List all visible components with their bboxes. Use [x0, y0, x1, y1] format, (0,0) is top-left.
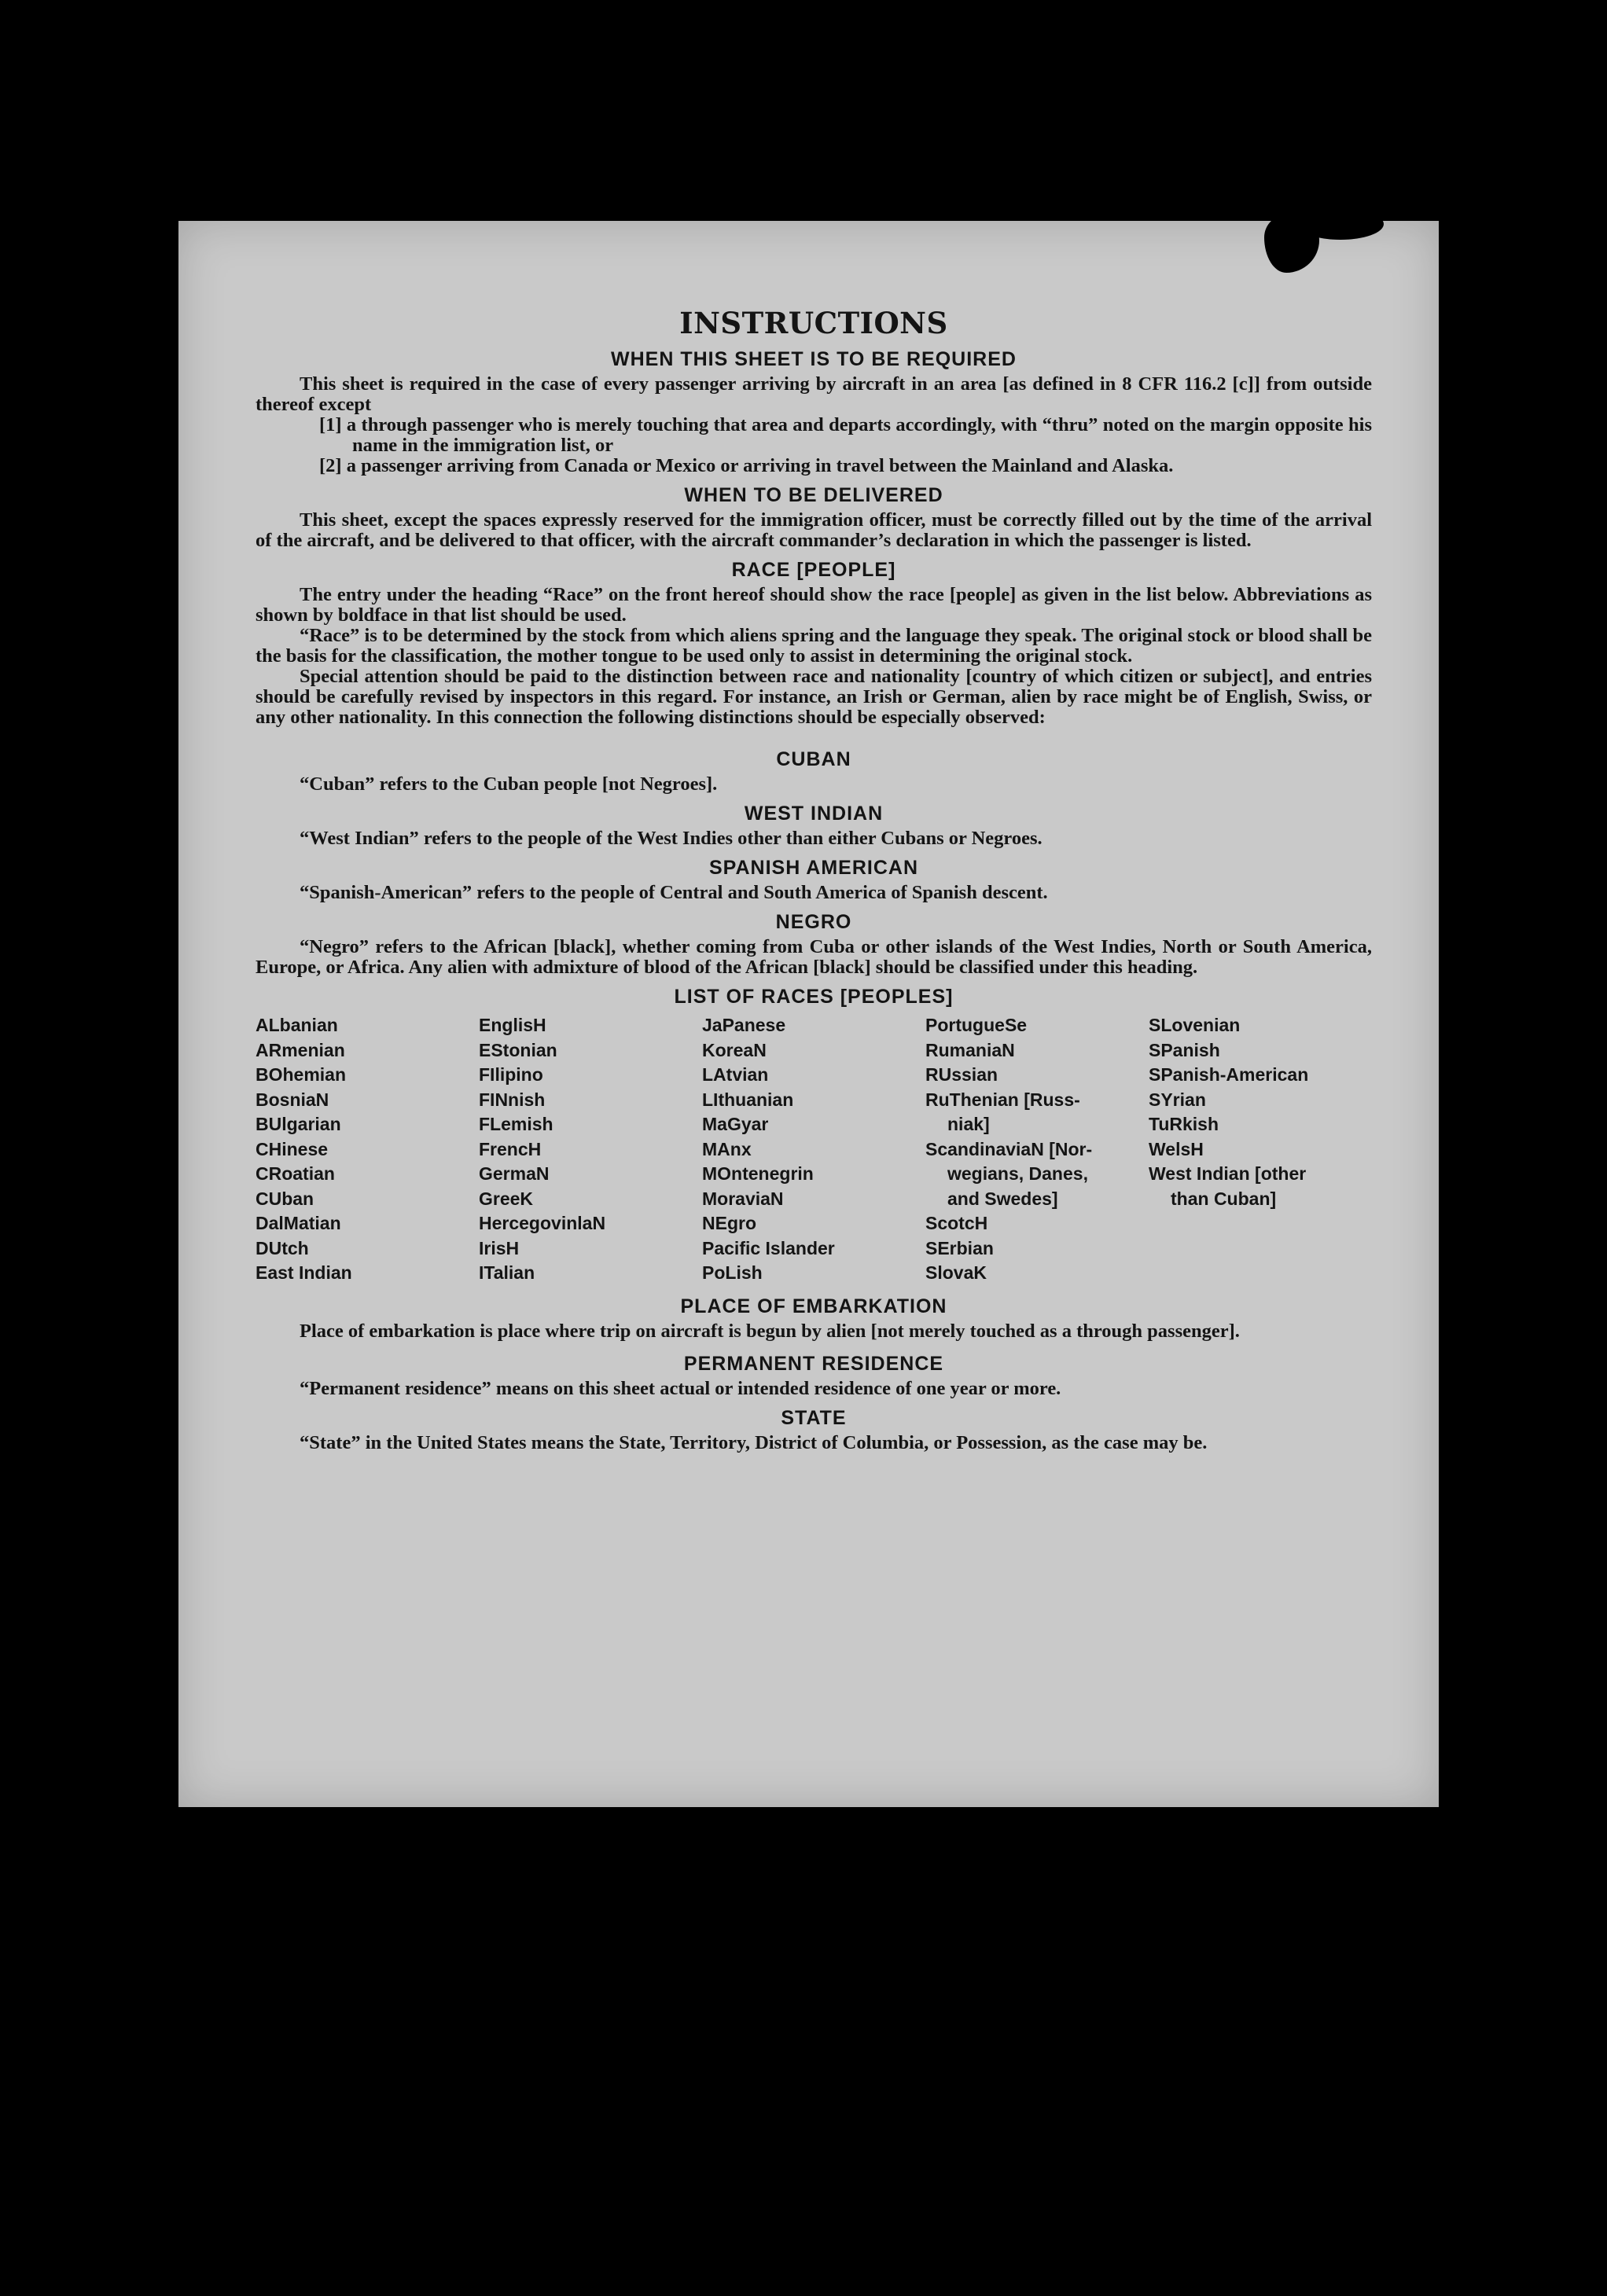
race-item: ScotcH: [925, 1213, 988, 1233]
race-item: SPanish-American: [1149, 1064, 1309, 1085]
heading-race: RACE [PEOPLE]: [731, 559, 896, 581]
paragraph: “Spanish-American” refers to the people of Central and South America of Spanish descent.: [300, 882, 1048, 903]
race-item: FIlipino: [479, 1064, 543, 1085]
heading-list-of-races: LIST OF RACES [PEOPLES]: [674, 986, 954, 1008]
race-item: FrencH: [479, 1138, 542, 1159]
race-item: niak]: [947, 1114, 990, 1134]
document-sheet: [178, 221, 1439, 1807]
race-item: RuThenian [Russ-: [925, 1089, 1080, 1110]
paragraph: This sheet is required in the case of every passenger arriving by aircraft in an area [as defined in 8 CFR 116.2 [c]] from outside thereof except: [256, 373, 1372, 415]
paragraph: “State” in the United States means the State, Territory, District of Columbia, or Possession, as the case may be.: [300, 1431, 1208, 1453]
paragraph: This sheet, except the spaces expressly reserved for the immigration officer, must be correctly filled out by the time of the arrival of the aircraft, and be delivered to that officer, with the aircraft commander’s declaration in which the passenger is listed.: [256, 509, 1372, 551]
race-item: DalMatian: [256, 1213, 341, 1233]
heading-spanish-american: SPANISH AMERICAN: [708, 857, 918, 879]
heading-when-delivered: WHEN TO BE DELIVERED: [684, 484, 943, 506]
race-item: SlovaK: [925, 1262, 987, 1283]
race-item: MaGyar: [702, 1114, 769, 1134]
heading-west-indian: WEST INDIAN: [744, 803, 884, 825]
race-item: LIthuanian: [702, 1089, 794, 1110]
race-item: MoraviaN: [702, 1188, 784, 1209]
race-item: SErbian: [925, 1237, 994, 1258]
race-item: SPanish: [1149, 1039, 1220, 1060]
paragraph: “Permanent residence” means on this sheet actual or intended residence of one year or more.: [300, 1377, 1061, 1399]
race-item: HercegovinlaN: [479, 1213, 606, 1233]
instructions-content: [256, 306, 1372, 1453]
paragraph: “Race” is to be determined by the stock from which aliens spring and the language they speak. The original stock or blood shall be the basis for the classification, the mother tongue to be used only to assist in determining the original stock.: [256, 625, 1372, 667]
races-column-1: [256, 1013, 479, 1286]
race-item: PoLish: [702, 1262, 763, 1283]
race-item: BosniaN: [256, 1089, 329, 1110]
races-column-2: [479, 1013, 702, 1286]
races-column-3: [702, 1013, 925, 1286]
paragraph: Place of embarkation is place where trip on aircraft is begun by alien [not merely touched as a through passenger].: [300, 1320, 1240, 1342]
race-item: FINnish: [479, 1089, 546, 1110]
races-list: [256, 1013, 1372, 1286]
race-item: East Indian: [256, 1262, 352, 1283]
race-item: West Indian [other: [1149, 1163, 1307, 1184]
paragraph: Special attention should be paid to the distinction between race and nationality [country of which citizen or subject], and entries should be carefully revised by inspectors in this regard. For instance, an Irish or German, alien by race might be of English, Swiss, or any other nationality. In this connection the following distinctions should be especially observed:: [256, 666, 1372, 728]
torn-corner-edge: [1297, 208, 1384, 240]
race-item: SLovenian: [1149, 1015, 1241, 1035]
race-item: NEgro: [702, 1213, 756, 1233]
paragraph: “Negro” refers to the African [black], whether coming from Cuba or other islands of the West Indies, North or South America, Europe, or Africa. Any alien with admixture of blood of the African [black] should be classified under this heading.: [256, 936, 1372, 978]
race-item: BOhemian: [256, 1064, 347, 1085]
race-item: EStonian: [479, 1039, 557, 1060]
race-item: CUban: [256, 1188, 314, 1209]
race-item: EnglisH: [479, 1015, 546, 1035]
race-item: MAnx: [702, 1138, 752, 1159]
page-title: INSTRUCTIONS: [679, 306, 948, 340]
paragraph: “West Indian” refers to the people of the West Indies other than either Cubans or Negroes.: [300, 828, 1043, 849]
race-item: FLemish: [479, 1114, 553, 1134]
list-item: [1] a through passenger who is merely touching that area and departs accordingly, with “thru” noted on the margin opposite his name in the immigration list, or: [319, 414, 1372, 456]
race-item: JaPanese: [702, 1015, 786, 1035]
list-item: [2] a passenger arriving from Canada or Mexico or arriving in travel between the Mainland and Alaska.: [319, 455, 1174, 476]
race-item: ALbanian: [256, 1015, 338, 1035]
race-item: RumaniaN: [925, 1039, 1015, 1060]
race-item: KoreaN: [702, 1039, 767, 1060]
races-column-4: [925, 1013, 1149, 1286]
race-item: ARmenian: [256, 1039, 345, 1060]
race-item: ITalian: [479, 1262, 535, 1283]
race-item: RUssian: [925, 1064, 998, 1085]
race-item: CRoatian: [256, 1163, 335, 1184]
paragraph: “Cuban” refers to the Cuban people [not Negroes].: [300, 773, 718, 795]
race-item: GermaN: [479, 1163, 550, 1184]
race-item: LAtvian: [702, 1064, 769, 1085]
races-column-5: [1149, 1013, 1372, 1286]
race-item: PortugueSe: [925, 1015, 1028, 1035]
race-item: IrisH: [479, 1237, 520, 1258]
heading-when-required: WHEN THIS SHEET IS TO BE REQUIRED: [611, 348, 1017, 370]
race-item: SYrian: [1149, 1089, 1206, 1110]
race-item: GreeK: [479, 1188, 534, 1209]
heading-place-of-embarkation: PLACE OF EMBARKATION: [680, 1295, 947, 1317]
race-item: ScandinaviaN [Nor-: [925, 1138, 1093, 1159]
heading-negro: NEGRO: [775, 911, 852, 933]
race-item: wegians, Danes,: [947, 1163, 1088, 1184]
race-item: DUtch: [256, 1237, 309, 1258]
race-item: TuRkish: [1149, 1114, 1219, 1134]
heading-state: STATE: [781, 1406, 847, 1429]
race-item: MOntenegrin: [702, 1163, 814, 1184]
race-item: than Cuban]: [1171, 1188, 1277, 1209]
paragraph: The entry under the heading “Race” on the front hereof should show the race [people] as given in the list below. Abbreviations as shown by boldface in that list should be used.: [256, 584, 1372, 626]
race-item: and Swedes]: [947, 1188, 1058, 1209]
race-item: WelsH: [1149, 1138, 1204, 1159]
race-item: BUlgarian: [256, 1114, 341, 1134]
heading-cuban: CUBAN: [776, 748, 851, 770]
heading-permanent-residence: PERMANENT RESIDENCE: [683, 1352, 944, 1375]
race-item: CHinese: [256, 1138, 329, 1159]
race-item: Pacific Islander: [702, 1237, 835, 1258]
